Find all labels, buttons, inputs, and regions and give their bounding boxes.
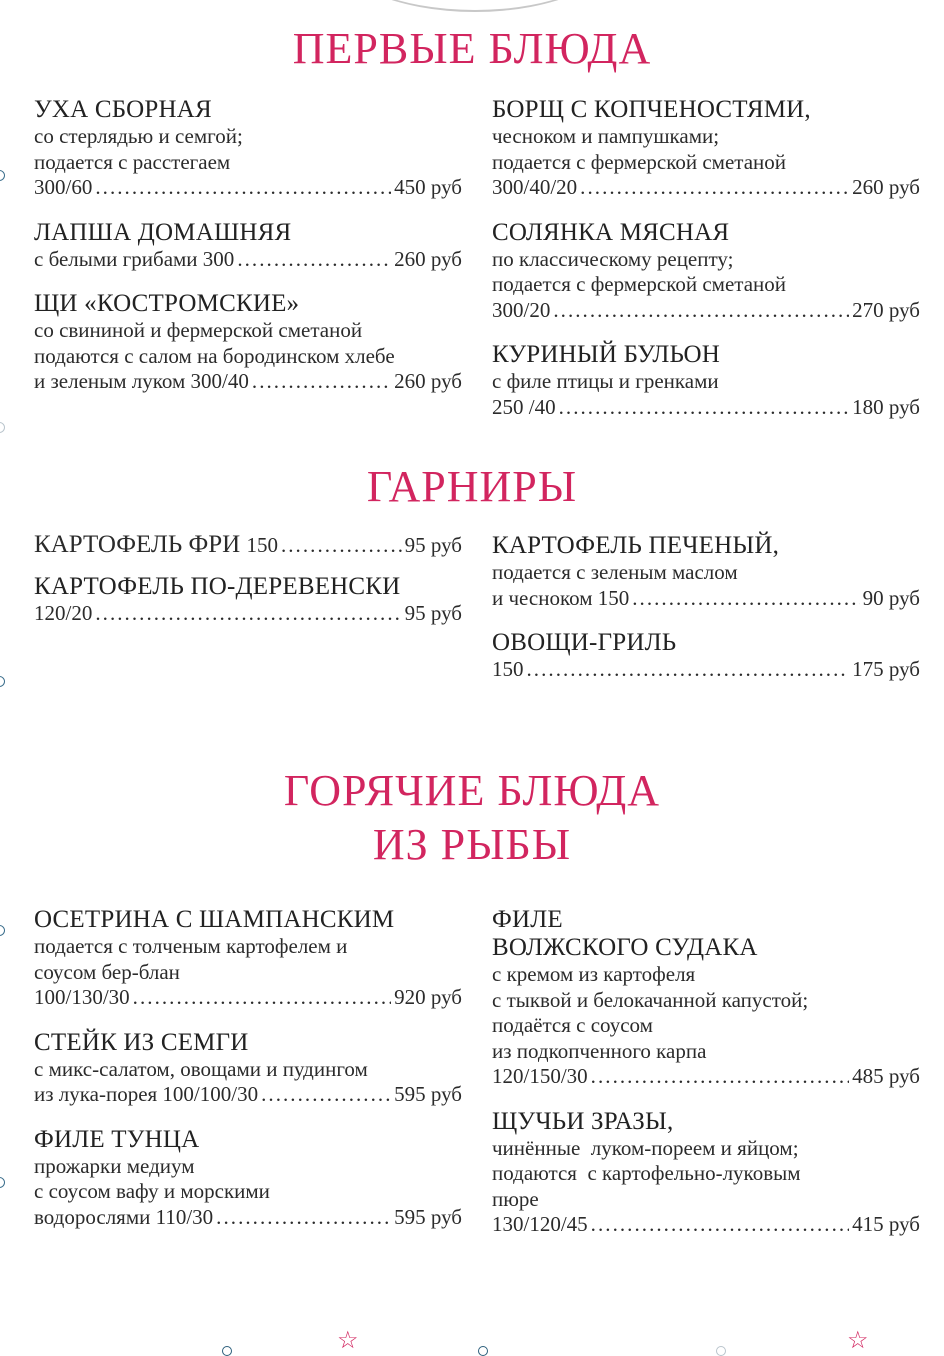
section-title-first-courses: ПЕРВЫЕ БЛЮДА	[292, 24, 652, 73]
dish-weight: с белыми грибами 300	[34, 246, 235, 271]
star-outline-icon: ☆	[847, 1326, 869, 1354]
dish-name: ОСЕТРИНА С ШАМПАНСКИМ	[34, 906, 395, 933]
menu-item	[34, 219, 462, 273]
dish-description: прожарки медиум	[34, 1153, 195, 1178]
star-outline-icon: ☆	[337, 1326, 359, 1354]
circle-outline-icon	[0, 676, 5, 687]
menu-item	[492, 219, 920, 324]
circle-outline-icon	[478, 1346, 488, 1356]
dish-name: ЩИ «КОСТРОМСКИЕ»	[34, 290, 300, 317]
menu-item	[492, 629, 920, 683]
dish-description: с соусом вафу и морскими	[34, 1179, 270, 1203]
price-row	[492, 175, 920, 201]
menu-item	[34, 96, 462, 201]
price-row	[34, 1205, 462, 1231]
dish-price: 270 руб	[852, 297, 920, 322]
dish-name: КАРТОФЕЛЬ ПЕЧЕНЫЙ,	[492, 532, 780, 559]
dish-description: с микс-салатом, овощами и пудингом	[34, 1056, 368, 1081]
menu-item	[492, 1108, 920, 1238]
dish-description: со свининой и фермерской сметаной	[34, 318, 363, 342]
dish-description: подается с фермерской сметаной	[492, 149, 787, 174]
dish-name: ФИЛЕ ТУНЦА	[34, 1125, 200, 1153]
price-row	[34, 1082, 462, 1108]
dot-leader	[133, 985, 391, 1011]
dot-leader	[580, 175, 849, 201]
menu-column-left	[34, 906, 462, 1230]
menu-item	[34, 1029, 462, 1108]
dish-description: с филе птицы и гренками	[492, 369, 719, 393]
dish-name: ФИЛЕ	[492, 906, 563, 933]
menu-item	[34, 906, 462, 1011]
dish-price: 95 руб	[404, 533, 462, 557]
dot-leader	[632, 586, 859, 612]
dish-weight: из лука-порея 100/100/30	[34, 1082, 259, 1106]
menu-column-left	[34, 96, 462, 395]
dish-name: ЛАПША ДОМАШНЯЯ	[34, 218, 292, 246]
dish-price: 260 руб	[394, 246, 462, 271]
dish-description: подаётся с соусом	[492, 1013, 653, 1037]
dish-weight: 150	[492, 657, 524, 681]
dish-name: БОРЩ С КОПЧЕНОСТЯМИ,	[492, 96, 811, 123]
dish-price: 415 руб	[852, 1212, 920, 1236]
price-row	[34, 532, 462, 559]
dot-leader	[527, 657, 850, 683]
dot-leader	[261, 1082, 391, 1108]
dish-description: подаются с картофельно-луковым	[492, 1161, 801, 1185]
price-row	[492, 298, 920, 324]
dot-leader	[95, 601, 401, 627]
dish-weight: 300/60	[34, 175, 93, 199]
dot-leader	[591, 1212, 849, 1238]
dot-leader	[591, 1064, 849, 1090]
dish-price: 95 руб	[404, 600, 462, 625]
menu-item	[34, 573, 462, 627]
dot-leader	[252, 369, 391, 395]
dish-name: КУРИНЫЙ БУЛЬОН	[492, 341, 720, 368]
dish-description: подается с расстегаем	[34, 149, 231, 174]
menu-column-right	[492, 532, 920, 683]
section-title-side-dishes: ГАРНИРЫ	[366, 462, 578, 511]
dish-description: из подкопченного карпа	[492, 1038, 707, 1063]
price-row	[492, 657, 920, 683]
dish-description: подается с зеленым маслом	[492, 560, 738, 584]
dish-name: УХА СБОРНАЯ	[34, 96, 212, 123]
dish-weight: 250 /40	[492, 394, 556, 419]
price-row	[492, 1064, 920, 1090]
dish-description: с тыквой и белокачанной капустой;	[492, 987, 809, 1012]
price-row	[492, 1212, 920, 1238]
circle-outline-icon	[716, 1346, 726, 1356]
menu-item	[492, 906, 920, 1090]
dish-weight: 120/150/30	[492, 1064, 588, 1088]
dot-leader	[216, 1205, 391, 1231]
dish-weight: и чесноком 150	[492, 585, 630, 610]
dish-name: ЩУЧЬИ ЗРАЗЫ,	[492, 1107, 674, 1135]
dish-weight: 300/40/20	[492, 175, 578, 199]
dish-description: подается с фермерской сметаной	[492, 272, 787, 296]
price-row	[34, 985, 462, 1011]
price-row	[34, 601, 462, 627]
dish-weight: 100/130/30	[34, 985, 130, 1009]
menu-column-left	[34, 532, 462, 626]
price-row	[34, 369, 462, 395]
dot-leader	[559, 395, 850, 421]
dish-price: 175 руб	[852, 657, 920, 681]
dish-description: соусом бер-блан	[34, 959, 180, 984]
circle-outline-icon	[0, 422, 5, 433]
price-row	[492, 395, 920, 421]
dish-weight: 130/120/45	[492, 1212, 588, 1236]
menu-column-right	[492, 906, 920, 1238]
dish-price: 180 руб	[852, 394, 920, 419]
menu-item	[492, 96, 920, 201]
section-title-hot-fish-dishes: ГОРЯЧИЕ БЛЮДА ИЗ РЫБЫ	[283, 766, 661, 869]
dish-name: ВОЛЖСКОГО СУДАКА	[492, 934, 758, 961]
dish-price: 450 руб	[394, 175, 462, 199]
price-row	[492, 586, 920, 612]
dish-description: по классическому рецепту;	[492, 246, 734, 271]
dish-weight: 300/20	[492, 297, 551, 322]
dish-name: ОВОЩИ-ГРИЛЬ	[492, 629, 677, 656]
dot-leader	[281, 533, 402, 559]
circle-outline-icon	[0, 1177, 5, 1188]
dish-weight: и зеленым луком 300/40	[34, 369, 249, 393]
menu-column-right	[492, 96, 920, 420]
dish-price: 920 руб	[394, 985, 462, 1009]
circle-outline-icon	[0, 925, 5, 936]
decorative-arc	[330, 0, 620, 12]
price-row	[34, 175, 462, 201]
dish-weight: водорослями 110/30	[34, 1204, 214, 1229]
dot-leader	[553, 298, 849, 324]
dish-description: со стерлядью и семгой;	[34, 124, 243, 148]
dot-leader	[95, 175, 391, 201]
circle-outline-icon	[0, 170, 5, 181]
dish-weight: 150	[246, 533, 278, 557]
dish-price: 260 руб	[852, 175, 920, 199]
dish-description: подаются с салом на бородинском хлебе	[34, 343, 395, 368]
dish-description: с кремом из картофеля	[492, 962, 696, 986]
dish-price: 595 руб	[394, 1082, 462, 1106]
menu-item	[492, 532, 920, 611]
dish-name: КАРТОФЕЛЬ ПО-ДЕРЕВЕНСКИ	[34, 572, 401, 600]
dot-leader	[237, 247, 391, 273]
dish-price: 485 руб	[852, 1064, 920, 1088]
dish-description: чесноком и пампушками;	[492, 124, 720, 148]
dish-price: 260 руб	[394, 369, 462, 393]
menu-item	[492, 341, 920, 420]
dish-name: СОЛЯНКА МЯСНАЯ	[492, 218, 730, 246]
menu-item	[34, 1126, 462, 1231]
dish-description: подается с толченым картофелем и	[34, 934, 348, 958]
dish-description: пюре	[492, 1186, 539, 1211]
menu-item	[34, 532, 462, 559]
menu-item	[34, 290, 462, 395]
circle-outline-icon	[222, 1346, 232, 1356]
dish-price: 90 руб	[862, 585, 920, 610]
dish-name: КАРТОФЕЛЬ ФРИ 150	[34, 531, 278, 558]
dish-price: 595 руб	[394, 1204, 462, 1229]
dish-description: чинённые луком-пореем и яйцом;	[492, 1135, 799, 1160]
dish-name: СТЕЙК ИЗ СЕМГИ	[34, 1028, 249, 1056]
price-row	[34, 247, 462, 273]
dish-weight: 120/20	[34, 600, 93, 625]
